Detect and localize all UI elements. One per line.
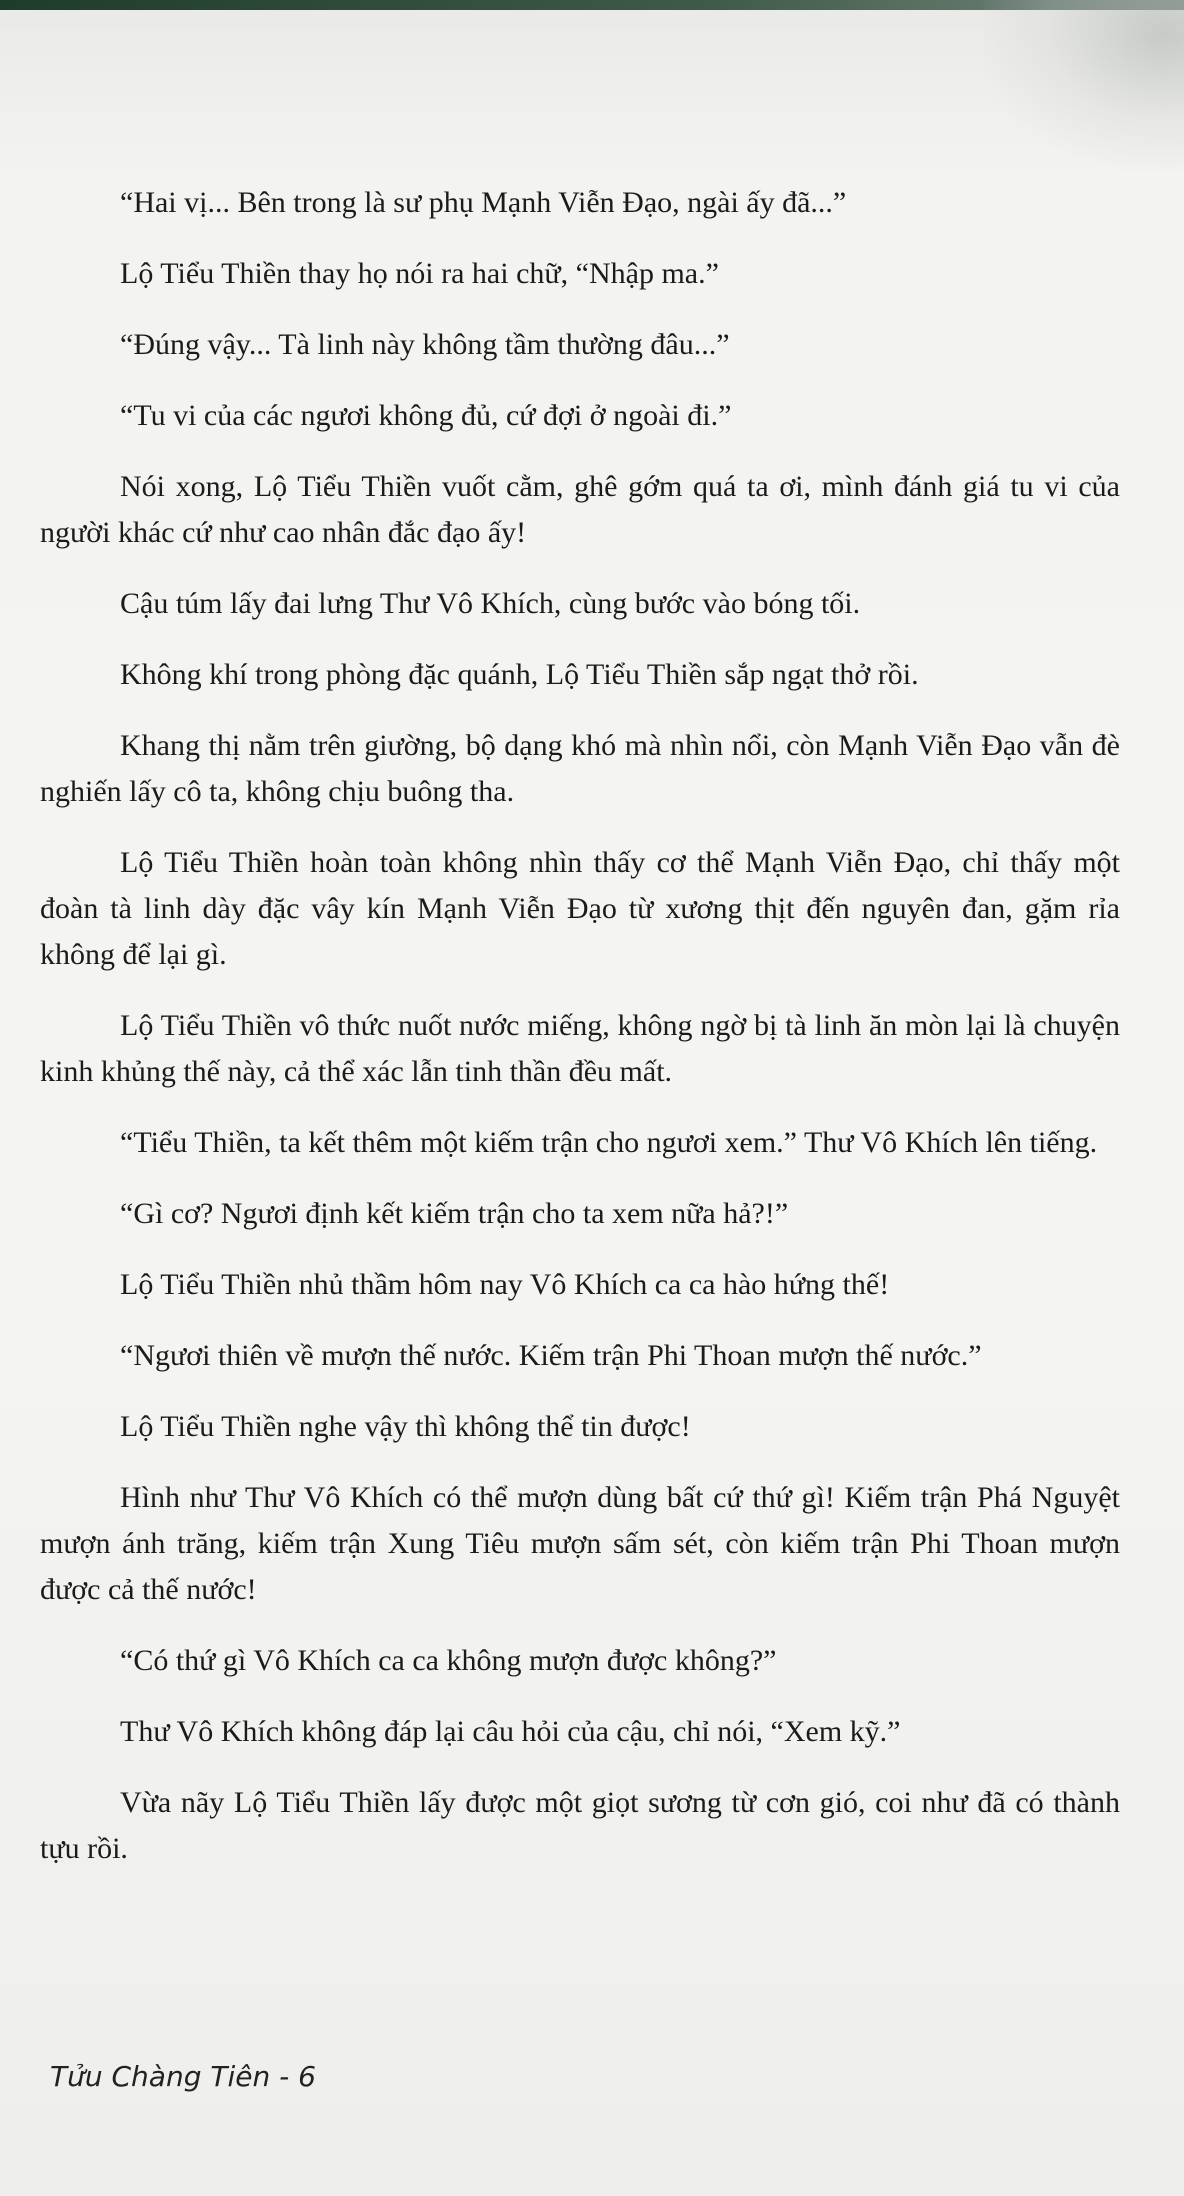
paragraph: Hình như Thư Vô Khích có thể mượn dùng bất cứ thứ gì! Kiếm trận Phá Nguyệt mượn ánh trăng, kiếm trận Xung Tiêu mượn sấm sét, còn kiếm trận Phi Thoan mượn được cả thế nước! [40,1481,1120,1606]
paragraph: Khang thị nằm trên giường, bộ dạng khó mà nhìn nổi, còn Mạnh Viễn Đạo vẫn đè nghiến lấy cô ta, không chịu buông tha. [40,729,1120,808]
paragraph: “Tu vi của các ngươi không đủ, cứ đợi ở ngoài đi.” [120,399,732,432]
paragraph: Nói xong, Lộ Tiểu Thiền vuốt cằm, ghê gớm quá ta ơi, mình đánh giá tu vi của người khác cứ như cao nhân đắc đạo ấy! [40,470,1120,549]
paragraph: Cậu túm lấy đai lưng Thư Vô Khích, cùng bước vào bóng tối. [120,587,861,620]
paragraph: Lộ Tiểu Thiền vô thức nuốt nước miếng, không ngờ bị tà linh ăn mòn lại là chuyện kinh khủng thế này, cả thể xác lẫn tinh thần đều mất. [40,1009,1120,1088]
paragraph: “Tiểu Thiền, ta kết thêm một kiếm trận cho ngươi xem.” Thư Vô Khích lên tiếng. [120,1126,1098,1159]
paragraph: “Đúng vậy... Tà linh này không tầm thường đâu...” [120,328,730,361]
paragraph: Lộ Tiểu Thiền hoàn toàn không nhìn thấy cơ thể Mạnh Viễn Đạo, chỉ thấy một đoàn tà linh dày đặc vây kín Mạnh Viễn Đạo từ xương thịt đến nguyên đan, gặm rỉa không để lại gì. [40,846,1120,971]
paragraph: Lộ Tiểu Thiền thay họ nói ra hai chữ, “Nhập ma.” [120,257,719,290]
paragraph: “Có thứ gì Vô Khích ca ca không mượn được không?” [120,1644,777,1677]
page-text-body [40,180,1120,1897]
decorative-corner-shade [984,0,1184,170]
paragraph: Thư Vô Khích không đáp lại câu hỏi của cậu, chỉ nói, “Xem kỹ.” [120,1715,901,1748]
handwritten-footer-note: Tửu Chàng Tiên - 6 [50,2060,316,2093]
paragraph: Không khí trong phòng đặc quánh, Lộ Tiểu Thiền sắp ngạt thở rồi. [120,658,919,691]
paragraph: “Gì cơ? Ngươi định kết kiếm trận cho ta xem nữa hả?!” [120,1197,789,1230]
paragraph: Vừa nãy Lộ Tiểu Thiền lấy được một giọt sương từ cơn gió, coi như đã có thành tựu rồi. [40,1786,1120,1865]
paragraph: Lộ Tiểu Thiền nhủ thầm hôm nay Vô Khích ca ca hào hứng thế! [120,1268,890,1301]
paragraph: Lộ Tiểu Thiền nghe vậy thì không thể tin được! [120,1410,691,1443]
paragraph: “Ngươi thiên về mượn thế nước. Kiếm trận Phi Thoan mượn thế nước.” [120,1339,982,1372]
paragraph: “Hai vị... Bên trong là sư phụ Mạnh Viễn Đạo, ngài ấy đã...” [120,186,847,219]
